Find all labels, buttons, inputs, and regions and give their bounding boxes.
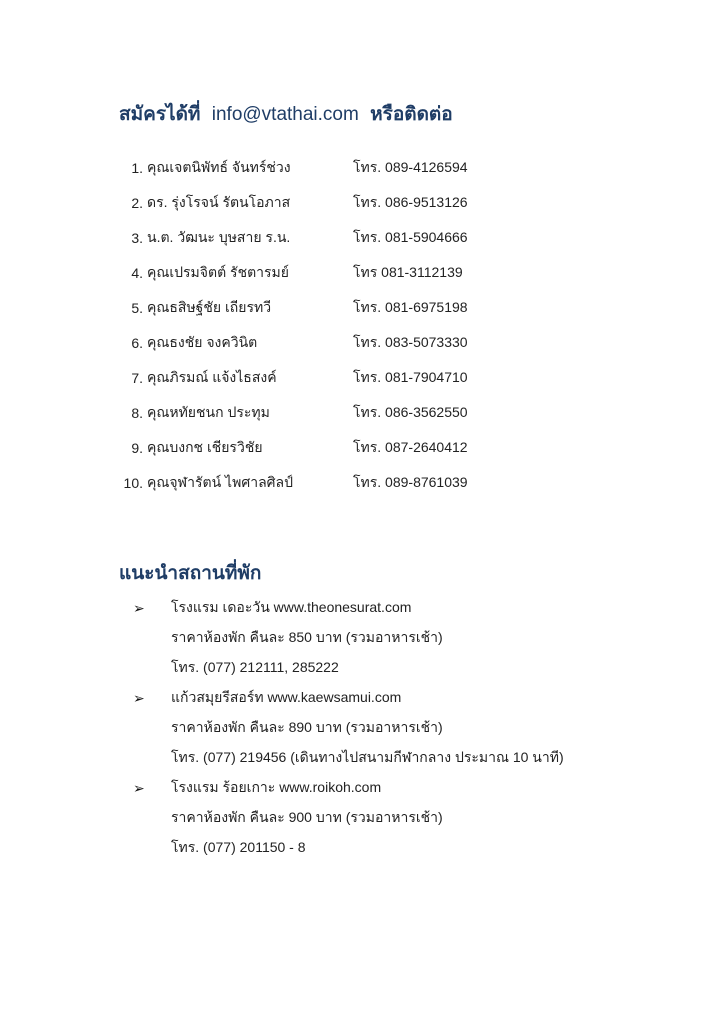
hotel-name: โรงแรม ร้อยเกาะ www.roikoh.com <box>171 779 382 795</box>
contact-row <box>119 290 679 325</box>
contact-phone: โทร. 089-4126594 <box>353 158 468 175</box>
contact-row <box>119 185 679 220</box>
contact-phone: โทร. 086-3562550 <box>353 403 468 420</box>
contact-phone: โทร. 089-8761039 <box>353 473 468 490</box>
contact-phone: โทร. 081-6975198 <box>353 298 468 315</box>
hotel-price: ราคาห้องพัก คืนละ 900 บาท (รวมอาหารเช้า) <box>171 809 443 825</box>
hotel-phone: โทร. (077) 212111, 285222 <box>171 659 339 675</box>
hotel-item <box>133 773 603 863</box>
contact-number: 9. <box>131 439 143 456</box>
hotel-item <box>133 593 603 683</box>
contact-row <box>119 150 679 185</box>
contact-phone: โทร. 086-9513126 <box>353 193 468 210</box>
hotel-name-line <box>133 773 603 803</box>
contact-name: คุณหทัยชนก ประทุม <box>147 403 270 420</box>
contact-name: น.ต. วัฒนะ บุษสาย ร.น. <box>147 228 291 245</box>
arrow-bullet-icon: ➢ <box>133 689 145 706</box>
contact-phone: โทร. 087-2640412 <box>353 438 468 455</box>
hotel-phone: โทร. (077) 201150 - 8 <box>171 839 306 855</box>
contact-name: ดร. รุ่งโรจน์ รัตนโอภาส <box>147 193 291 210</box>
contact-number: 10. <box>123 474 143 491</box>
contact-row <box>119 395 679 430</box>
contact-number: 4. <box>131 264 143 281</box>
contact-number: 6. <box>131 334 143 351</box>
contact-row <box>119 325 679 360</box>
contact-phone: โทร. 081-5904666 <box>353 228 468 245</box>
signup-prefix: สมัครได้ที่ <box>119 104 201 125</box>
hotel-name: แก้วสมุยรีสอร์ท www.kaewsamui.com <box>171 689 402 705</box>
contact-name: คุณบงกช เชียรวิชัย <box>147 438 263 455</box>
signup-suffix: หรือติดต่อ <box>370 104 453 125</box>
contact-number: 2. <box>131 194 143 211</box>
hotel-name-line <box>133 593 603 623</box>
arrow-bullet-icon: ➢ <box>133 779 145 796</box>
contact-name: คุณเจตนิพัทธ์ จันทร์ช่วง <box>147 158 291 175</box>
contact-phone: โทร. 081-7904710 <box>353 368 468 385</box>
contact-row <box>119 360 679 395</box>
contact-name: คุณภิรมณ์ แจ้งไธสงค์ <box>147 368 277 385</box>
contact-number: 1. <box>131 159 143 176</box>
contact-row <box>119 465 679 500</box>
hotel-list <box>133 593 603 863</box>
contact-number: 5. <box>131 299 143 316</box>
hotel-price: ราคาห้องพัก คืนละ 850 บาท (รวมอาหารเช้า) <box>171 629 443 645</box>
contact-phone: โทร. 083-5073330 <box>353 333 468 350</box>
contact-name: คุณธงชัย จงควินิต <box>147 333 258 350</box>
contact-phone: โทร 081-3112139 <box>353 263 463 280</box>
hotel-name: โรงแรม เดอะวัน www.theonesurat.com <box>171 599 412 615</box>
contact-row <box>119 220 679 255</box>
contact-row <box>119 430 679 465</box>
hotel-item <box>133 683 603 773</box>
signup-email[interactable]: info@vtathai.com <box>211 104 359 125</box>
contact-number: 8. <box>131 404 143 421</box>
contact-name: คุณจุฬารัตน์ ไพศาลศิลป์ <box>147 473 294 490</box>
hotel-price: ราคาห้องพัก คืนละ 890 บาท (รวมอาหารเช้า) <box>171 719 443 735</box>
lodging-heading: แนะนำสถานที่พัก <box>119 563 262 584</box>
hotel-phone: โทร. (077) 219456 (เดินทางไปสนามกีฬากลาง ประมาณ 10 นาที) <box>171 749 564 765</box>
signup-heading <box>119 99 453 129</box>
contact-number: 7. <box>131 369 143 386</box>
contact-number: 3. <box>131 229 143 246</box>
contact-name: คุณเปรมจิตต์ รัชตารมย์ <box>147 263 289 280</box>
arrow-bullet-icon: ➢ <box>133 599 145 616</box>
contact-list <box>119 150 679 500</box>
hotel-name-line <box>133 683 603 713</box>
contact-name: คุณธสิษฐ์ชัย เถียรทวี <box>147 298 272 315</box>
contact-row <box>119 255 679 290</box>
